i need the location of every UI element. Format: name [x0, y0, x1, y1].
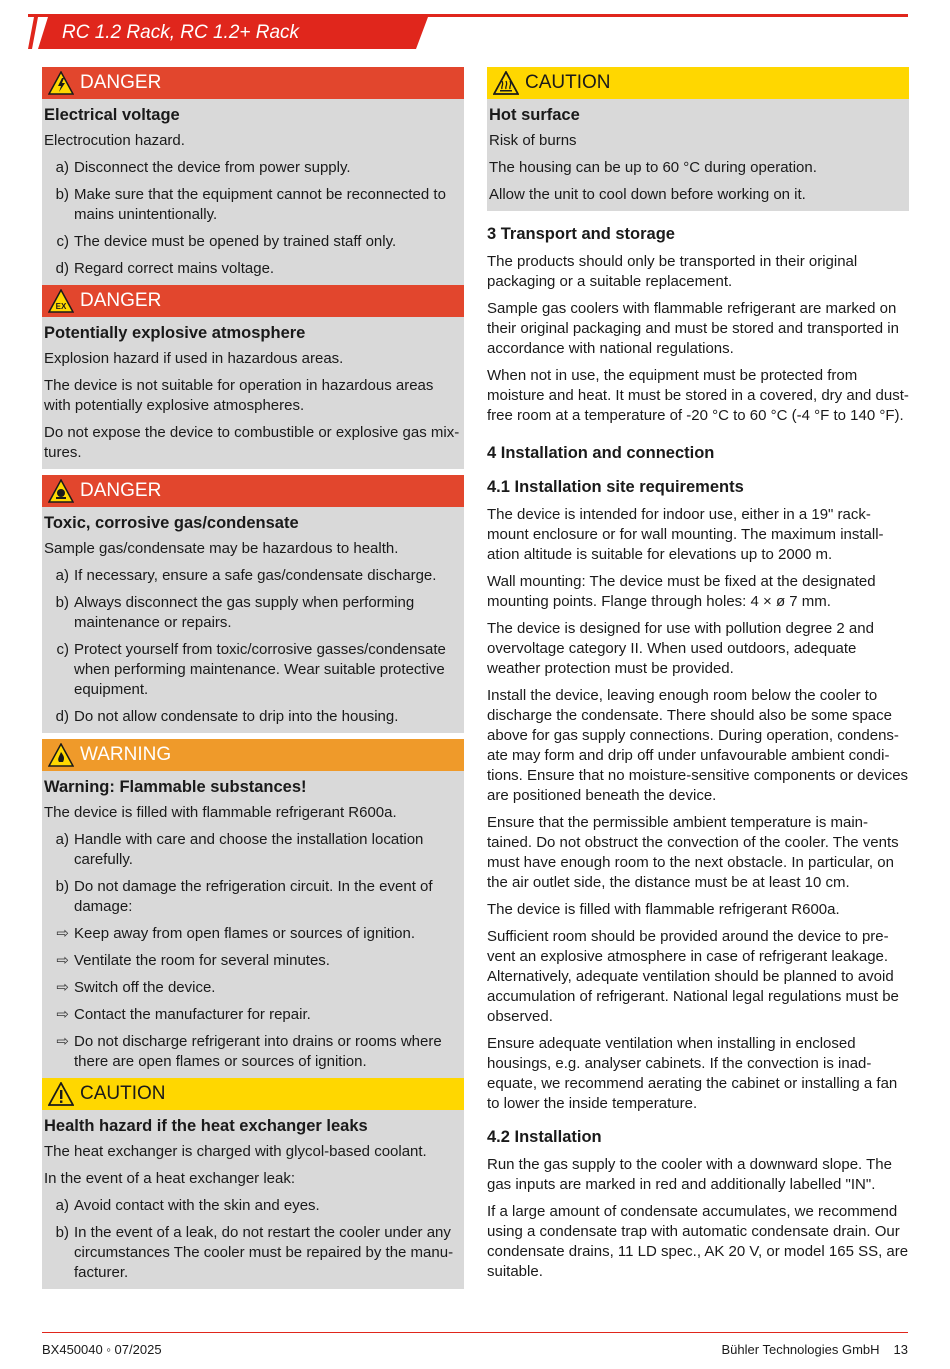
danger-label: DANGER — [80, 480, 162, 501]
list-item: a) Disconnect the device from power supply. — [55, 159, 351, 176]
left-column — [42, 67, 464, 1289]
footer-company: Bühler Technologies GmbH — [721, 1342, 880, 1357]
paragraph: The products should only be transported in their original packaging or a suitable replacement. — [487, 253, 858, 290]
box-text: Risk of burns — [489, 132, 577, 149]
paragraph: The device is filled with flammable refrigerant R600a. — [487, 901, 840, 918]
caution-triangle-icon — [48, 1082, 74, 1106]
danger-box-toxic — [42, 475, 464, 733]
box-text: The heat exchanger is charged with glycol-based coolant. — [44, 1143, 427, 1160]
section-heading: 3 Transport and storage — [487, 225, 675, 243]
list-item: ⇨ Switch off the device. — [56, 979, 216, 996]
box-title: Toxic, corrosive gas/condensate — [44, 514, 299, 532]
caution-box-hot-surface — [487, 67, 909, 211]
list-item: b) In the event of a leak, do not restart the cooler under any circumstances The cooler must be repaired by the manu-facturer. — [55, 1224, 454, 1281]
list-item: d) Regard correct mains voltage. — [55, 260, 275, 277]
box-text: Allow the unit to cool down before working on it. — [489, 186, 806, 203]
box-title: Electrical voltage — [44, 106, 180, 124]
box-lead: Electrocution hazard. — [44, 132, 185, 149]
danger-header — [42, 285, 464, 317]
list-item: c) The device must be opened by trained staff only. — [56, 233, 397, 250]
danger-box-electrical — [42, 67, 464, 285]
box-lead: Sample gas/condensate may be hazardous to health. — [44, 540, 399, 557]
right-column — [487, 67, 909, 1286]
box-text: Explosion hazard if used in hazardous areas. — [44, 350, 344, 367]
paragraph: When not in use, the equipment must be protected from moisture and heat. It must be stored in a covered, dry and dust-free room at a temperature of -20 °C to 60 °C (-4 °F to 140 °F). — [487, 367, 909, 424]
paragraph: Ensure adequate ventilation when installing in enclosed housings, e.g. analyser cabinets. If the convection is inad-equate, we recommend aerating the cabinet or installing a fan to lower the inside temperature. — [487, 1035, 898, 1112]
paragraph: The device is designed for use with pollution degree 2 and overvoltage category II. When used outdoors, adequate weather protection must be provided. — [487, 620, 874, 677]
page-title: RC 1.2 Rack, RC 1.2+ Rack — [62, 22, 300, 43]
list-item: a) Handle with care and choose the installation location carefully. — [55, 831, 424, 868]
paragraph: Sample gas coolers with flammable refrigerant are marked on their original packaging and must be stored and transported in accordance with national regulations. — [487, 300, 899, 357]
paragraph: Sufficient room should be provided around the device to pre-vent an explosive atmosphere in case of refrigerant leakage. Alternatively, adequate ventilation should be planned to avoid accumulation of refrigerant. National legal regulations must be observed. — [487, 928, 899, 1025]
caution-header — [42, 1078, 464, 1110]
list-item: d) Do not allow condensate to drip into the housing. — [55, 708, 399, 725]
subsection-heading: 4.1 Installation site requirements — [487, 478, 744, 496]
list-item: ⇨ Ventilate the room for several minutes. — [56, 952, 330, 969]
danger-header — [42, 475, 464, 507]
electrical-hazard-icon — [48, 71, 74, 95]
warning-header — [42, 739, 464, 771]
warning-box-flammable — [42, 739, 464, 1078]
list-item: b) Make sure that the equipment cannot be reconnected to mains unintentionally. — [55, 186, 446, 223]
list-item: ⇨ Keep away from open flames or sources of ignition. — [56, 925, 416, 942]
header-rule — [28, 14, 908, 17]
subsection-heading: 4.2 Installation — [487, 1128, 602, 1146]
header-accent — [28, 17, 38, 49]
list-item: ⇨ Contact the manufacturer for repair. — [56, 1006, 311, 1023]
paragraph: The device is intended for indoor use, either in a 19" rack-mount enclosure or for wall mounting. The maximum install-ation altitude is suitable for elevations up to 2000 m. — [487, 506, 884, 563]
list-item: ⇨ Do not discharge refrigerant into drains or rooms where there are open flames or sources of ignition. — [56, 1033, 442, 1070]
box-title: Potentially explosive atmosphere — [44, 324, 306, 342]
flammable-icon — [48, 743, 74, 767]
warning-label: WARNING — [80, 744, 172, 765]
svg-text:EX: EX — [55, 302, 67, 311]
list-item: b) Do not damage the refrigeration circuit. In the event of damage: — [55, 878, 433, 915]
caution-header — [487, 67, 909, 99]
box-text: The device is not suitable for operation in hazardous areas with potentially explosive atmospheres. — [44, 377, 434, 414]
box-text: The housing can be up to 60 °C during operation. — [489, 159, 817, 176]
box-title: Hot surface — [489, 106, 580, 124]
list-item: b) Always disconnect the gas supply when performing maintenance or repairs. — [55, 594, 415, 631]
caution-label: CAUTION — [80, 1083, 166, 1104]
hot-surface-icon — [493, 71, 519, 95]
paragraph: If a large amount of condensate accumulates, we recommend using a condensate trap with automatic condensate drain. Our condensate drains, 11 LD spec., AK 20 V, or model 165 SS, are suitable. — [487, 1203, 909, 1280]
paragraph: Run the gas supply to the cooler with a downward slope. The gas inputs are marked in red and additionally labelled "IN". — [487, 1156, 892, 1193]
page-number: 13 — [893, 1342, 908, 1357]
danger-label: DANGER — [80, 290, 162, 311]
box-lead: The device is filled with flammable refrigerant R600a. — [44, 804, 397, 821]
footer-right — [708, 1342, 908, 1357]
footer-doc-number: BX450040 ◦ 07/2025 — [42, 1342, 162, 1357]
box-text: Do not expose the device to combustible or explosive gas mix-tures. — [44, 424, 460, 461]
paragraph: Install the device, leaving enough room below the cooler to discharge the condensate. There should also be some space above for gas supply connections. During operation, condens-ate may form and drip off under unfavourable ambient condi-tions. Ensure that no moisture-sensitive components or devices are positioned beneath the device. — [487, 687, 909, 804]
danger-label: DANGER — [80, 72, 162, 93]
toxic-hazard-icon — [48, 479, 74, 503]
danger-box-explosive — [42, 285, 464, 469]
box-title: Health hazard if the heat exchanger leaks — [44, 1117, 368, 1135]
paragraph: Ensure that the permissible ambient temperature is main-tained. Do not obstruct the convection of the cooler. The vents must have enough room to the next obstacle. In particular, on the air outlet side, the distance must be at least 10 cm. — [487, 814, 899, 891]
paragraph: Wall mounting: The device must be fixed at the designated mounting points. Flange through holes: 4 × ø 7 mm. — [487, 573, 876, 610]
explosive-atmosphere-icon — [48, 289, 74, 313]
box-title: Warning: Flammable substances! — [44, 778, 307, 796]
list-item: a) If necessary, ensure a safe gas/condensate discharge. — [55, 567, 437, 584]
list-item: c) Protect yourself from toxic/corrosive gasses/condensate when performing maintenance. Wear suitable protective equipment. — [56, 641, 446, 698]
caution-label: CAUTION — [525, 72, 611, 93]
caution-box-heat-exchanger — [42, 1078, 464, 1289]
box-text: In the event of a heat exchanger leak: — [44, 1170, 296, 1187]
footer-rule — [42, 1332, 908, 1333]
danger-header — [42, 67, 464, 99]
list-item: a) Avoid contact with the skin and eyes. — [55, 1197, 320, 1214]
section-heading: 4 Installation and connection — [487, 444, 715, 462]
